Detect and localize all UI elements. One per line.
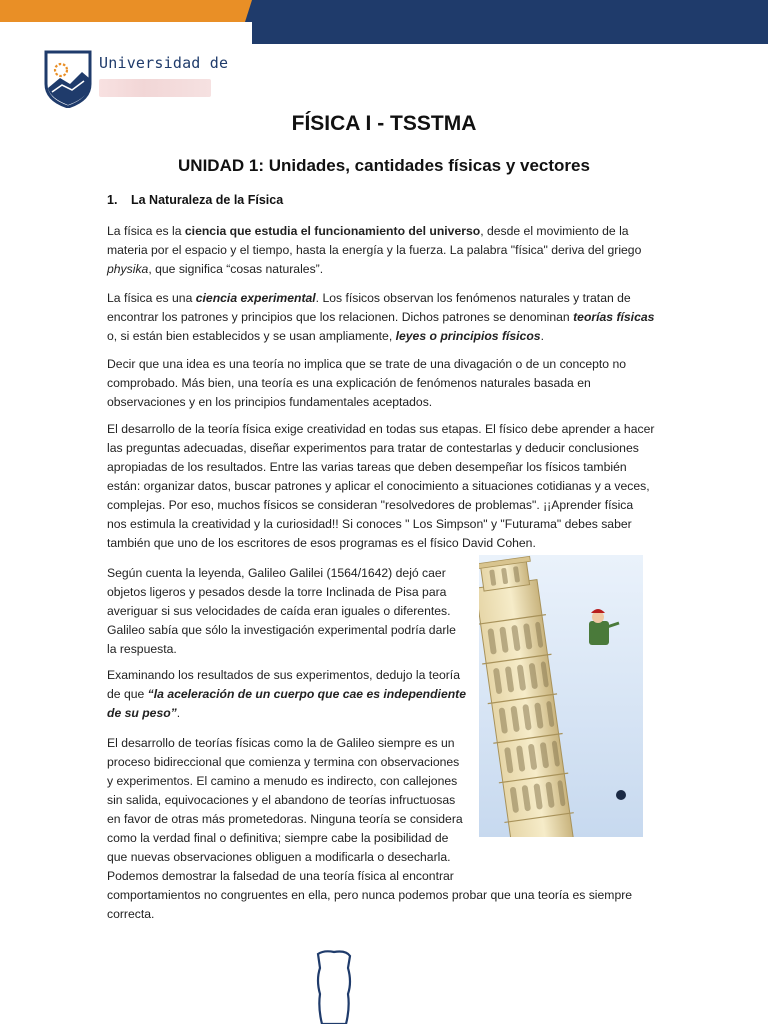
header-navy-band <box>238 0 768 44</box>
paragraph-line: están: organizar datos, buscar patrones y aplicar el conocimiento a situaciones cotidianas y a veces, <box>107 479 650 493</box>
paragraph-line: Galileo sabía que sólo la investigación experimental podría darle <box>107 623 456 637</box>
paragraph-line: La física es una ciencia experimental. Los físicos observan los fenómenos naturales y tratan de <box>107 291 631 305</box>
paragraph-7 <box>107 734 469 886</box>
paragraph-line: que nuevas observaciones obliguen a modificarla o desecharla. <box>107 850 451 864</box>
paragraph-2 <box>107 289 662 346</box>
paragraph-line: proceso bidireccional que comienza y termina con observaciones <box>107 755 460 769</box>
paragraph-line: nos estimula la creatividad y la curiosidad!! Si conoces " Los Simpson" y "Futurama" debes saber <box>107 517 632 531</box>
paragraph-line: Decir que una idea es una teoría no implica que se trate de una divagación o de un concepto no <box>107 357 627 371</box>
paragraph-line: complejas. Por eso, muchos físicos se consideran "resolvedores de problemas". ¡¡Aprender física <box>107 498 634 512</box>
paragraph-line: El desarrollo de la teoría física exige creatividad en todas sus etapas. El físico debe aprender a hacer <box>107 422 655 436</box>
paragraph-line: El desarrollo de teorías físicas como la de Galileo siempre es un <box>107 736 455 750</box>
paragraph-line: de que “la aceleración de un cuerpo que cae es independiente <box>107 687 467 701</box>
paragraph-line: physika, que significa “cosas naturales”. <box>107 262 324 276</box>
paragraph-line: la respuesta. <box>107 642 177 656</box>
paragraph-4 <box>107 420 662 553</box>
paragraph-line: o, si están bien establecidos y se usan ampliamente, leyes o principios físicos. <box>107 329 544 343</box>
paragraph-line: como la verdad final o definitiva; siempre cabe la posibilidad de <box>107 831 449 845</box>
header-white-notch <box>0 22 252 44</box>
paragraph-line: Podemos demostrar la falsedad de una teoría física al encontrar <box>107 869 454 883</box>
paragraph-3 <box>107 355 662 412</box>
paragraph-line: comprobado. Más bien, una teoría es una explicación de fenómenos naturales basada en <box>107 376 591 390</box>
university-name-obscured <box>99 79 211 97</box>
paragraph-line: las preguntas adecuadas, diseñar experimentos para tratar de contestarlas y deducir conclusiones <box>107 441 639 455</box>
paragraph-1 <box>107 222 662 279</box>
paragraph-line: averiguar si sus velocidades de caída eran iguales o diferentes. <box>107 604 451 618</box>
leaning-tower-icon <box>479 555 643 837</box>
paragraph-line: correcta. <box>107 907 155 921</box>
university-name: Universidad de <box>99 54 229 72</box>
paragraph-line: encontrar los patrones y principios que los relacionen. Dichos patrones se denominan teorías físicas <box>107 310 655 324</box>
document-title: FÍSICA I - TSSTMA <box>291 112 477 135</box>
section-number: 1. <box>107 193 118 207</box>
paragraph-line: comportamientos no congruentes en ella, pero nunca podemos probar que una teoría es siempre <box>107 888 633 902</box>
paragraph-5 <box>107 564 469 659</box>
footer-map-icon <box>310 948 358 1024</box>
section-title: La Naturaleza de la Física <box>131 193 284 207</box>
paragraph-line: también que uno de los escritores de esos programas es el físico David Cohen. <box>107 536 536 550</box>
paragraph-line: Según cuenta la leyenda, Galileo Galilei (1564/1642) dejó caer <box>107 566 446 580</box>
paragraph-line: de su peso”. <box>107 706 181 720</box>
paragraph-line: sin salida, equivocaciones y el abandono de teorías infructuosas <box>107 793 456 807</box>
paragraph-line: apropiadas de los resultados. Entre las varias tareas que deben desempeñar los físicos también <box>107 460 627 474</box>
paragraph-line: Examinando los resultados de sus experimentos, dedujo la teoría <box>107 668 460 682</box>
unit-subtitle: UNIDAD 1: Unidades, cantidades físicas y vectores <box>178 156 590 175</box>
paragraph-line: La física es la ciencia que estudia el funcionamiento del universo, desde el movimiento de la <box>107 224 629 238</box>
paragraph-line: materia por el espacio y el tiempo, hasta la energía y la fuerza. La palabra "física" deriva del griego <box>107 243 642 257</box>
paragraph-line: observaciones y en los principios fundamentales aceptados. <box>107 395 433 409</box>
university-logo-icon <box>44 50 92 108</box>
paragraph-line: y experimentos. El camino a menudo es indirecto, con callejones <box>107 774 458 788</box>
paragraph-6 <box>107 666 469 723</box>
section-heading <box>107 193 283 207</box>
paragraph-line: objetos ligeros y pesados desde la torre Inclinada de Pisa para <box>107 585 447 599</box>
paragraph-line: en favor de otras más prometedoras. Ninguna teoría se considera <box>107 812 463 826</box>
leaning-tower-illustration <box>479 555 643 837</box>
paragraph-7-continued <box>107 886 662 924</box>
header-bar <box>0 0 768 44</box>
